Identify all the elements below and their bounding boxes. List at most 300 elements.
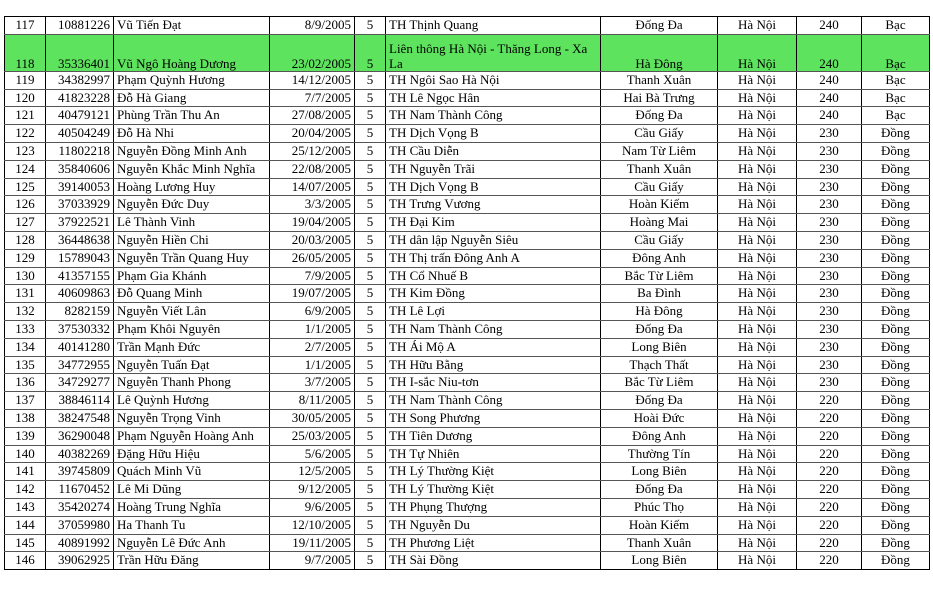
district-cell: Hoàng Mai	[601, 214, 718, 232]
school-name-cell: TH Dịch Vọng B	[386, 178, 601, 196]
prize-cell: Đồng	[862, 249, 930, 267]
prize-cell: Đồng	[862, 303, 930, 321]
score-cell: 230	[797, 142, 862, 160]
table-row	[5, 392, 930, 410]
grade-cell: 5	[355, 445, 386, 463]
score-cell: 220	[797, 409, 862, 427]
score-cell: 230	[797, 320, 862, 338]
table-row	[5, 534, 930, 552]
candidate-id-cell: 38846114	[46, 392, 114, 410]
score-cell: 230	[797, 338, 862, 356]
district-cell: Cầu Giấy	[601, 231, 718, 249]
grade-cell: 5	[355, 142, 386, 160]
grade-cell: 5	[355, 107, 386, 125]
student-name-cell: Lê Thành Vinh	[114, 214, 270, 232]
candidate-id-cell: 36448638	[46, 231, 114, 249]
district-cell: Long Biên	[601, 338, 718, 356]
birth-date-cell: 22/08/2005	[270, 160, 355, 178]
district-cell: Hai Bà Trưng	[601, 89, 718, 107]
candidate-id-cell: 40504249	[46, 125, 114, 143]
school-name-cell: TH Lý Thường Kiệt	[386, 463, 601, 481]
city-cell: Hà Nội	[718, 178, 797, 196]
city-cell: Hà Nội	[718, 107, 797, 125]
grade-cell: 5	[355, 196, 386, 214]
table-row	[5, 338, 930, 356]
school-name-cell: TH dân lập Nguyễn Siêu	[386, 231, 601, 249]
candidate-id-cell: 37033929	[46, 196, 114, 214]
district-cell: Thường Tín	[601, 445, 718, 463]
district-cell: Hoàn Kiếm	[601, 516, 718, 534]
birth-date-cell: 14/12/2005	[270, 71, 355, 89]
row-number-cell: 135	[5, 356, 46, 374]
row-number-cell: 118	[5, 34, 46, 71]
candidate-id-cell: 41357155	[46, 267, 114, 285]
table-row	[5, 481, 930, 499]
row-number-cell: 123	[5, 142, 46, 160]
district-cell: Thạch Thất	[601, 356, 718, 374]
student-name-cell: Phạm Quỳnh Hương	[114, 71, 270, 89]
score-cell: 230	[797, 374, 862, 392]
city-cell: Hà Nội	[718, 214, 797, 232]
birth-date-cell: 12/10/2005	[270, 516, 355, 534]
school-name-cell: TH Cầu Diễn	[386, 142, 601, 160]
birth-date-cell: 3/3/2005	[270, 196, 355, 214]
city-cell: Hà Nội	[718, 160, 797, 178]
score-cell: 230	[797, 267, 862, 285]
candidate-id-cell: 10881226	[46, 17, 114, 35]
student-name-cell: Nguyễn Đồng Minh Anh	[114, 142, 270, 160]
prize-cell: Đồng	[862, 267, 930, 285]
score-cell: 240	[797, 34, 862, 71]
score-cell: 220	[797, 534, 862, 552]
city-cell: Hà Nội	[718, 125, 797, 143]
prize-cell: Đồng	[862, 481, 930, 499]
candidate-id-cell: 40141280	[46, 338, 114, 356]
city-cell: Hà Nội	[718, 249, 797, 267]
table-row	[5, 516, 930, 534]
city-cell: Hà Nội	[718, 89, 797, 107]
birth-date-cell: 1/1/2005	[270, 356, 355, 374]
district-cell: Thanh Xuân	[601, 160, 718, 178]
school-name-cell: TH Dịch Vọng B	[386, 125, 601, 143]
table-row	[5, 142, 930, 160]
school-name-cell: TH Song Phương	[386, 409, 601, 427]
prize-cell: Bạc	[862, 17, 930, 35]
score-cell: 220	[797, 463, 862, 481]
district-cell: Đông Anh	[601, 249, 718, 267]
table-row	[5, 303, 930, 321]
student-name-cell: Lê Quỳnh Hương	[114, 392, 270, 410]
birth-date-cell: 19/07/2005	[270, 285, 355, 303]
table-row	[5, 107, 930, 125]
district-cell: Bắc Từ Liêm	[601, 374, 718, 392]
birth-date-cell: 30/05/2005	[270, 409, 355, 427]
district-cell: Thanh Xuân	[601, 71, 718, 89]
district-cell: Cầu Giấy	[601, 178, 718, 196]
student-name-cell: Nguyễn Hiền Chi	[114, 231, 270, 249]
table-row	[5, 34, 930, 71]
row-number-cell: 120	[5, 89, 46, 107]
score-cell: 220	[797, 445, 862, 463]
school-name-cell: TH Trưng Vương	[386, 196, 601, 214]
city-cell: Hà Nội	[718, 320, 797, 338]
grade-cell: 5	[355, 303, 386, 321]
grade-cell: 5	[355, 552, 386, 570]
birth-date-cell: 19/04/2005	[270, 214, 355, 232]
school-name-cell: TH Nguyễn Trãi	[386, 160, 601, 178]
school-name-cell: TH Nguyễn Du	[386, 516, 601, 534]
grade-cell: 5	[355, 267, 386, 285]
candidate-id-cell: 37922521	[46, 214, 114, 232]
candidate-id-cell: 37059980	[46, 516, 114, 534]
row-number-cell: 136	[5, 374, 46, 392]
row-number-cell: 130	[5, 267, 46, 285]
city-cell: Hà Nội	[718, 409, 797, 427]
school-name-cell: TH Hữu Bằng	[386, 356, 601, 374]
birth-date-cell: 9/6/2005	[270, 498, 355, 516]
prize-cell: Đồng	[862, 409, 930, 427]
birth-date-cell: 25/12/2005	[270, 142, 355, 160]
district-cell: Đống Đa	[601, 320, 718, 338]
student-name-cell: Phạm Khôi Nguyên	[114, 320, 270, 338]
birth-date-cell: 19/11/2005	[270, 534, 355, 552]
prize-cell: Đồng	[862, 445, 930, 463]
prize-cell: Đồng	[862, 125, 930, 143]
city-cell: Hà Nội	[718, 267, 797, 285]
score-cell: 220	[797, 427, 862, 445]
candidate-id-cell: 41823228	[46, 89, 114, 107]
student-name-cell: Hoàng Trung Nghĩa	[114, 498, 270, 516]
candidate-id-cell: 35336401	[46, 34, 114, 71]
candidate-id-cell: 40891992	[46, 534, 114, 552]
school-name-cell: TH Lý Thường Kiệt	[386, 481, 601, 499]
student-name-cell: Nguyễn Khắc Minh Nghĩa	[114, 160, 270, 178]
student-name-cell: Vũ Ngô Hoàng Dương	[114, 34, 270, 71]
table-row	[5, 196, 930, 214]
city-cell: Hà Nội	[718, 552, 797, 570]
school-name-cell: Liên thông Hà Nội - Thăng Long - Xa La	[386, 34, 601, 71]
score-cell: 230	[797, 196, 862, 214]
school-name-cell: TH Đại Kim	[386, 214, 601, 232]
student-name-cell: Nguyễn Trần Quang Huy	[114, 249, 270, 267]
district-cell: Đông Anh	[601, 427, 718, 445]
birth-date-cell: 25/03/2005	[270, 427, 355, 445]
birth-date-cell: 14/07/2005	[270, 178, 355, 196]
grade-cell: 5	[355, 374, 386, 392]
student-name-cell: Trần Mạnh Đức	[114, 338, 270, 356]
grade-cell: 5	[355, 125, 386, 143]
prize-cell: Đồng	[862, 427, 930, 445]
school-name-cell: TH Phụng Thượng	[386, 498, 601, 516]
score-cell: 230	[797, 214, 862, 232]
grade-cell: 5	[355, 71, 386, 89]
table-row	[5, 285, 930, 303]
prize-cell: Bạc	[862, 71, 930, 89]
candidate-id-cell: 11670452	[46, 481, 114, 499]
prize-cell: Đồng	[862, 160, 930, 178]
school-name-cell: TH Tự Nhiên	[386, 445, 601, 463]
candidate-id-cell: 39745809	[46, 463, 114, 481]
school-name-cell: TH Thị trấn Đông Anh A	[386, 249, 601, 267]
row-number-cell: 131	[5, 285, 46, 303]
row-number-cell: 124	[5, 160, 46, 178]
prize-cell: Đồng	[862, 392, 930, 410]
school-name-cell: TH Sài Đồng	[386, 552, 601, 570]
district-cell: Hoài Đức	[601, 409, 718, 427]
city-cell: Hà Nội	[718, 445, 797, 463]
grade-cell: 5	[355, 160, 386, 178]
score-cell: 220	[797, 481, 862, 499]
school-name-cell: TH Nam Thành Công	[386, 320, 601, 338]
grade-cell: 5	[355, 17, 386, 35]
row-number-cell: 139	[5, 427, 46, 445]
student-name-cell: Nguyễn Trọng Vinh	[114, 409, 270, 427]
prize-cell: Đồng	[862, 320, 930, 338]
score-cell: 230	[797, 178, 862, 196]
grade-cell: 5	[355, 249, 386, 267]
score-cell: 240	[797, 89, 862, 107]
student-name-cell: Đặng Hữu Hiệu	[114, 445, 270, 463]
school-name-cell: TH Tiên Dương	[386, 427, 601, 445]
grade-cell: 5	[355, 534, 386, 552]
table-row	[5, 125, 930, 143]
birth-date-cell: 9/12/2005	[270, 481, 355, 499]
district-cell: Đống Đa	[601, 481, 718, 499]
student-name-cell: Nguyễn Đức Duy	[114, 196, 270, 214]
student-name-cell: Vũ Tiến Đạt	[114, 17, 270, 35]
row-number-cell: 141	[5, 463, 46, 481]
grade-cell: 5	[355, 285, 386, 303]
table-row	[5, 463, 930, 481]
grade-cell: 5	[355, 498, 386, 516]
candidate-id-cell: 34772955	[46, 356, 114, 374]
prize-cell: Đồng	[862, 374, 930, 392]
candidate-id-cell: 40479121	[46, 107, 114, 125]
prize-cell: Đồng	[862, 534, 930, 552]
row-number-cell: 117	[5, 17, 46, 35]
school-name-cell: TH Nam Thành Công	[386, 107, 601, 125]
table-row	[5, 409, 930, 427]
birth-date-cell: 23/02/2005	[270, 34, 355, 71]
table-row	[5, 178, 930, 196]
prize-cell: Đồng	[862, 498, 930, 516]
district-cell: Ba Đình	[601, 285, 718, 303]
city-cell: Hà Nội	[718, 481, 797, 499]
table-row	[5, 89, 930, 107]
grade-cell: 5	[355, 481, 386, 499]
school-name-cell: TH Nam Thành Công	[386, 392, 601, 410]
birth-date-cell: 6/9/2005	[270, 303, 355, 321]
city-cell: Hà Nội	[718, 392, 797, 410]
row-number-cell: 119	[5, 71, 46, 89]
student-name-cell: Đỗ Hà Giang	[114, 89, 270, 107]
prize-cell: Bạc	[862, 107, 930, 125]
birth-date-cell: 1/1/2005	[270, 320, 355, 338]
prize-cell: Đồng	[862, 231, 930, 249]
school-name-cell: TH Kim Đồng	[386, 285, 601, 303]
prize-cell: Đồng	[862, 338, 930, 356]
candidate-id-cell: 38247548	[46, 409, 114, 427]
table-row	[5, 374, 930, 392]
row-number-cell: 144	[5, 516, 46, 534]
prize-cell: Đồng	[862, 196, 930, 214]
student-name-cell: Phùng Trần Thu An	[114, 107, 270, 125]
district-cell: Đống Đa	[601, 392, 718, 410]
district-cell: Cầu Giấy	[601, 125, 718, 143]
grade-cell: 5	[355, 463, 386, 481]
school-name-cell: TH Phương Liệt	[386, 534, 601, 552]
city-cell: Hà Nội	[718, 374, 797, 392]
score-cell: 230	[797, 125, 862, 143]
city-cell: Hà Nội	[718, 196, 797, 214]
score-cell: 230	[797, 231, 862, 249]
district-cell: Long Biên	[601, 463, 718, 481]
row-number-cell: 121	[5, 107, 46, 125]
score-cell: 230	[797, 285, 862, 303]
grade-cell: 5	[355, 338, 386, 356]
score-cell: 230	[797, 160, 862, 178]
city-cell: Hà Nội	[718, 231, 797, 249]
student-name-cell: Ha Thanh Tu	[114, 516, 270, 534]
table-row	[5, 267, 930, 285]
row-number-cell: 129	[5, 249, 46, 267]
school-name-cell: TH I-sắc Niu-tơn	[386, 374, 601, 392]
grade-cell: 5	[355, 178, 386, 196]
birth-date-cell: 3/7/2005	[270, 374, 355, 392]
student-name-cell: Phạm Gia Khánh	[114, 267, 270, 285]
row-number-cell: 125	[5, 178, 46, 196]
results-table	[4, 16, 930, 570]
student-name-cell: Hoàng Lương Huy	[114, 178, 270, 196]
student-name-cell: Nguyễn Thanh Phong	[114, 374, 270, 392]
grade-cell: 5	[355, 34, 386, 71]
birth-date-cell: 9/7/2005	[270, 552, 355, 570]
row-number-cell: 122	[5, 125, 46, 143]
student-name-cell: Nguyễn Tuấn Đạt	[114, 356, 270, 374]
score-cell: 230	[797, 249, 862, 267]
school-name-cell: TH Thịnh Quang	[386, 17, 601, 35]
student-name-cell: Phạm Nguyễn Hoàng Anh	[114, 427, 270, 445]
grade-cell: 5	[355, 320, 386, 338]
district-cell: Long Biên	[601, 552, 718, 570]
table-row	[5, 320, 930, 338]
city-cell: Hà Nội	[718, 71, 797, 89]
birth-date-cell: 5/6/2005	[270, 445, 355, 463]
row-number-cell: 143	[5, 498, 46, 516]
district-cell: Thanh Xuân	[601, 534, 718, 552]
student-name-cell: Nguyễn Viết Lân	[114, 303, 270, 321]
district-cell: Phúc Thọ	[601, 498, 718, 516]
city-cell: Hà Nội	[718, 498, 797, 516]
candidate-id-cell: 8282159	[46, 303, 114, 321]
prize-cell: Đồng	[862, 214, 930, 232]
district-cell: Đống Đa	[601, 107, 718, 125]
grade-cell: 5	[355, 89, 386, 107]
candidate-id-cell: 34729277	[46, 374, 114, 392]
candidate-id-cell: 35420274	[46, 498, 114, 516]
table-row	[5, 214, 930, 232]
score-cell: 220	[797, 552, 862, 570]
table-row	[5, 356, 930, 374]
score-cell: 220	[797, 392, 862, 410]
table-row	[5, 17, 930, 35]
student-name-cell: Đỗ Quang Minh	[114, 285, 270, 303]
city-cell: Hà Nội	[718, 356, 797, 374]
birth-date-cell: 20/04/2005	[270, 125, 355, 143]
student-name-cell: Quách Minh Vũ	[114, 463, 270, 481]
city-cell: Hà Nội	[718, 17, 797, 35]
grade-cell: 5	[355, 231, 386, 249]
birth-date-cell: 8/11/2005	[270, 392, 355, 410]
district-cell: Hà Đông	[601, 303, 718, 321]
score-cell: 220	[797, 498, 862, 516]
row-number-cell: 132	[5, 303, 46, 321]
row-number-cell: 128	[5, 231, 46, 249]
candidate-id-cell: 15789043	[46, 249, 114, 267]
candidate-id-cell: 36290048	[46, 427, 114, 445]
prize-cell: Đồng	[862, 552, 930, 570]
district-cell: Hoàn Kiếm	[601, 196, 718, 214]
school-name-cell: TH Lê Lợi	[386, 303, 601, 321]
row-number-cell: 142	[5, 481, 46, 499]
prize-cell: Bạc	[862, 89, 930, 107]
prize-cell: Bạc	[862, 34, 930, 71]
row-number-cell: 133	[5, 320, 46, 338]
city-cell: Hà Nội	[718, 534, 797, 552]
birth-date-cell: 8/9/2005	[270, 17, 355, 35]
birth-date-cell: 26/05/2005	[270, 249, 355, 267]
candidate-id-cell: 40382269	[46, 445, 114, 463]
district-cell: Đống Đa	[601, 17, 718, 35]
city-cell: Hà Nội	[718, 516, 797, 534]
row-number-cell: 134	[5, 338, 46, 356]
birth-date-cell: 27/08/2005	[270, 107, 355, 125]
candidate-id-cell: 40609863	[46, 285, 114, 303]
school-name-cell: TH Cổ Nhuế B	[386, 267, 601, 285]
grade-cell: 5	[355, 427, 386, 445]
city-cell: Hà Nội	[718, 427, 797, 445]
student-name-cell: Lê Mi Dũng	[114, 481, 270, 499]
grade-cell: 5	[355, 356, 386, 374]
city-cell: Hà Nội	[718, 338, 797, 356]
prize-cell: Đồng	[862, 516, 930, 534]
score-cell: 230	[797, 356, 862, 374]
candidate-id-cell: 34382997	[46, 71, 114, 89]
city-cell: Hà Nội	[718, 303, 797, 321]
grade-cell: 5	[355, 516, 386, 534]
row-number-cell: 146	[5, 552, 46, 570]
birth-date-cell: 7/9/2005	[270, 267, 355, 285]
score-cell: 240	[797, 107, 862, 125]
candidate-id-cell: 39140053	[46, 178, 114, 196]
student-name-cell: Đỗ Hà Nhi	[114, 125, 270, 143]
score-cell: 230	[797, 303, 862, 321]
district-cell: Bắc Từ Liêm	[601, 267, 718, 285]
table-row	[5, 427, 930, 445]
row-number-cell: 126	[5, 196, 46, 214]
table-row	[5, 249, 930, 267]
birth-date-cell: 20/03/2005	[270, 231, 355, 249]
table-row	[5, 160, 930, 178]
birth-date-cell: 7/7/2005	[270, 89, 355, 107]
city-cell: Hà Nội	[718, 34, 797, 71]
score-cell: 220	[797, 516, 862, 534]
school-name-cell: TH Ngôi Sao Hà Nội	[386, 71, 601, 89]
row-number-cell: 140	[5, 445, 46, 463]
table-row	[5, 445, 930, 463]
candidate-id-cell: 37530332	[46, 320, 114, 338]
row-number-cell: 145	[5, 534, 46, 552]
